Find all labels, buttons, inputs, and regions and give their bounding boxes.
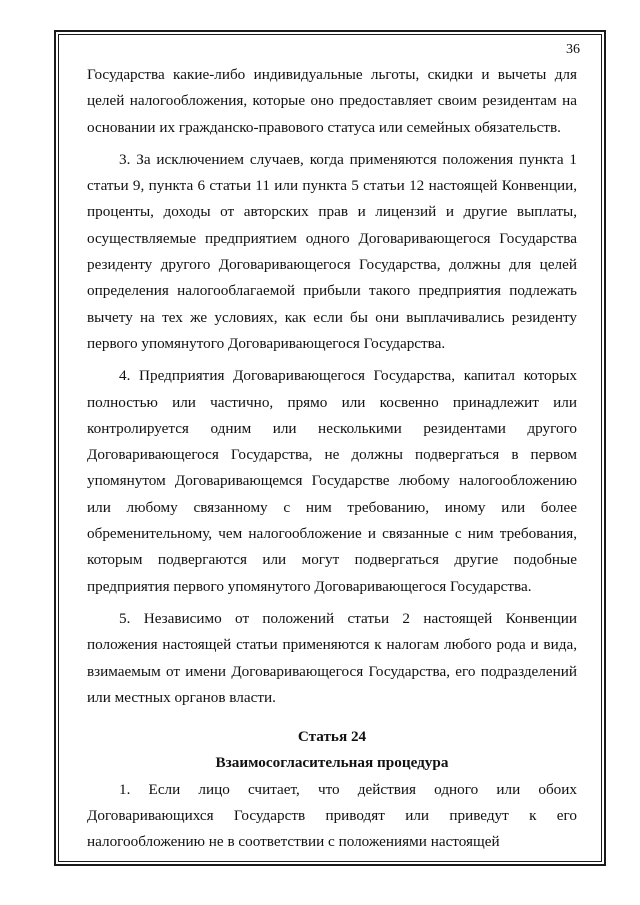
paragraph-item-3: 3. За исключением случаев, когда применяются положения пункта 1 статьи 9, пункта 6 статьи 11 или пункта 5 статьи 12 настоящей Конвенции, проценты, доходы от авторских прав и лицензий и другие выплаты, осуществляемые предприятием одного Договаривающегося Государства резиденту другого Договаривающегося Государства, должны для целей определения налогооблагаемой прибыли такого предприятия подлежать вычету на тех же условиях, как если бы они выплачивались резиденту первого упомянутого Договаривающегося Государства. xyxy=(87,150,577,352)
paragraph-continuation: Государства какие-либо индивидуальные льготы, скидки и вычеты для целей налогообложения, которые оно предоставляет своим резидентам на основании их гражданско-правового статуса или семейных обязательств. xyxy=(87,66,577,136)
document-body xyxy=(87,62,577,856)
article-paragraph-1: 1. Если лицо считает, что действия одного или обоих Договаривающихся Государств приводят или приведут к его налогообложению не в соответствии с положениями настоящей xyxy=(87,780,577,851)
paragraph-item-5: 5. Независимо от положений статьи 2 настоящей Конвенции положения настоящей статьи применяются к налогам любого рода и вида, взимаемым от имени Договаривающегося Государства, его подразделений или местных органов власти. xyxy=(87,609,577,706)
article-title: Статья 24 xyxy=(297,728,367,746)
page-number: 36 xyxy=(566,42,580,57)
paragraph-item-4: 4. Предприятия Договаривающегося Государства, капитал которых полностью или частично, прямо или косвенно принадлежит или контролируется одним или несколькими резидентами другого Договаривающегося Государства, не должны подвергаться в первом упомянутом Договаривающемся Государстве любому налогообложению или любому связанному с ним требованию, иному или более обременительному, чем налогообложение и связанные с ним требования, которым подвергаются или могут подвергаться другие подобные предприятия первого упомянутого Договаривающегося Государства. xyxy=(87,367,577,595)
article-subtitle: Взаимосогласительная процедура xyxy=(215,754,449,772)
